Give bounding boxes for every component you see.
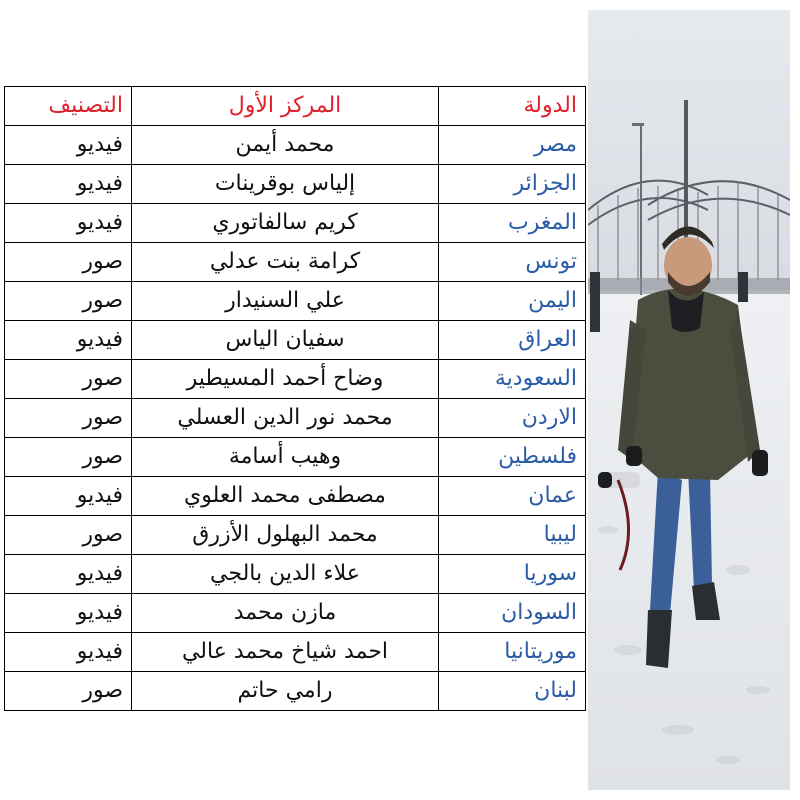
table-row <box>5 633 586 672</box>
category-cell: فيديو <box>5 321 132 360</box>
winner-cell: محمد نور الدين العسلي <box>132 399 439 438</box>
winner-cell: وضاح أحمد المسيطير <box>132 360 439 399</box>
winner-header: المركز الأول <box>132 87 439 126</box>
table-row <box>5 399 586 438</box>
country-cell: السعودية <box>439 360 586 399</box>
table-row <box>5 282 586 321</box>
country-cell: اليمن <box>439 282 586 321</box>
table-row <box>5 243 586 282</box>
category-cell: فيديو <box>5 204 132 243</box>
country-cell: عمان <box>439 477 586 516</box>
winter-scene-illustration <box>588 10 790 790</box>
winner-cell: مصطفى محمد العلوي <box>132 477 439 516</box>
country-cell: لبنان <box>439 672 586 711</box>
table-row <box>5 672 586 711</box>
table-row <box>5 126 586 165</box>
category-cell: صور <box>5 516 132 555</box>
winner-cell: علاء الدين بالجي <box>132 555 439 594</box>
category-cell: صور <box>5 282 132 321</box>
table-row <box>5 165 586 204</box>
country-cell: السودان <box>439 594 586 633</box>
category-cell: صور <box>5 438 132 477</box>
category-cell: فيديو <box>5 594 132 633</box>
winner-cell: كريم سالفاتوري <box>132 204 439 243</box>
country-cell: تونس <box>439 243 586 282</box>
category-cell: فيديو <box>5 477 132 516</box>
country-cell: ليبيا <box>439 516 586 555</box>
country-cell: موريتانيا <box>439 633 586 672</box>
table-row <box>5 360 586 399</box>
table-row <box>5 555 586 594</box>
winner-cell: محمد البهلول الأزرق <box>132 516 439 555</box>
country-cell: سوريا <box>439 555 586 594</box>
winner-cell: كرامة بنت عدلي <box>132 243 439 282</box>
country-cell: الاردن <box>439 399 586 438</box>
category-cell: صور <box>5 399 132 438</box>
table-header-row <box>5 87 586 126</box>
table-row <box>5 594 586 633</box>
category-cell: صور <box>5 243 132 282</box>
country-cell: المغرب <box>439 204 586 243</box>
category-cell: صور <box>5 360 132 399</box>
results-table <box>4 86 586 711</box>
winner-cell: مازن محمد <box>132 594 439 633</box>
country-cell: فلسطين <box>439 438 586 477</box>
country-cell: العراق <box>439 321 586 360</box>
winner-cell: وهيب أسامة <box>132 438 439 477</box>
winner-cell: إلياس بوقرينات <box>132 165 439 204</box>
winner-cell: احمد شياخ محمد عالي <box>132 633 439 672</box>
winner-cell: علي السنيدار <box>132 282 439 321</box>
country-cell: الجزائر <box>439 165 586 204</box>
category-cell: فيديو <box>5 126 132 165</box>
winner-cell: سفيان الياس <box>132 321 439 360</box>
category-cell: صور <box>5 672 132 711</box>
table-row <box>5 477 586 516</box>
winner-photo <box>588 10 790 790</box>
table-row <box>5 516 586 555</box>
category-cell: فيديو <box>5 165 132 204</box>
category-cell: فيديو <box>5 633 132 672</box>
table-row <box>5 321 586 360</box>
category-cell: فيديو <box>5 555 132 594</box>
country-cell: مصر <box>439 126 586 165</box>
winner-cell: محمد أيمن <box>132 126 439 165</box>
table-row <box>5 438 586 477</box>
table-row <box>5 204 586 243</box>
winner-cell: رامي حاتم <box>132 672 439 711</box>
country-header: الدولة <box>439 87 586 126</box>
category-header: التصنيف <box>5 87 132 126</box>
